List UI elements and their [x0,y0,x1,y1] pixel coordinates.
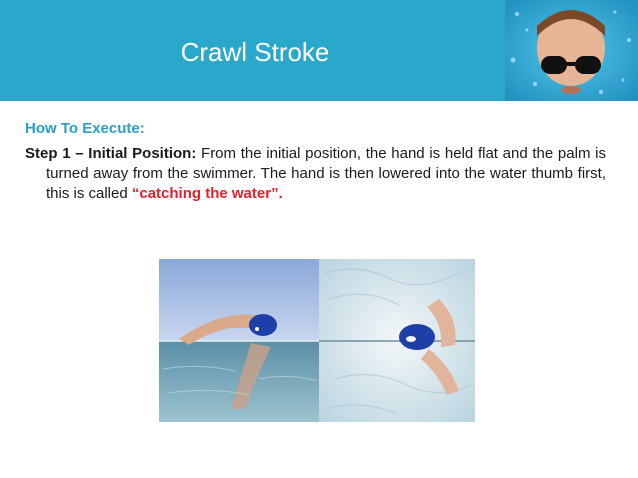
step-text: From the initial position, the hand is held flat and the palm is turned away from the swimmer. The hand is then lowered into the water thumb first, this is called [46,145,606,202]
section-heading: How To Execute: [25,120,145,137]
step-paragraph [25,144,606,204]
stroke-illustration [159,259,475,422]
swimmer-photo [505,0,638,101]
slide-title: Crawl Stroke [180,37,330,67]
emphasis-text: “catching the water”. [131,185,283,202]
step-label: Step 1 – Initial Position: [25,145,197,162]
